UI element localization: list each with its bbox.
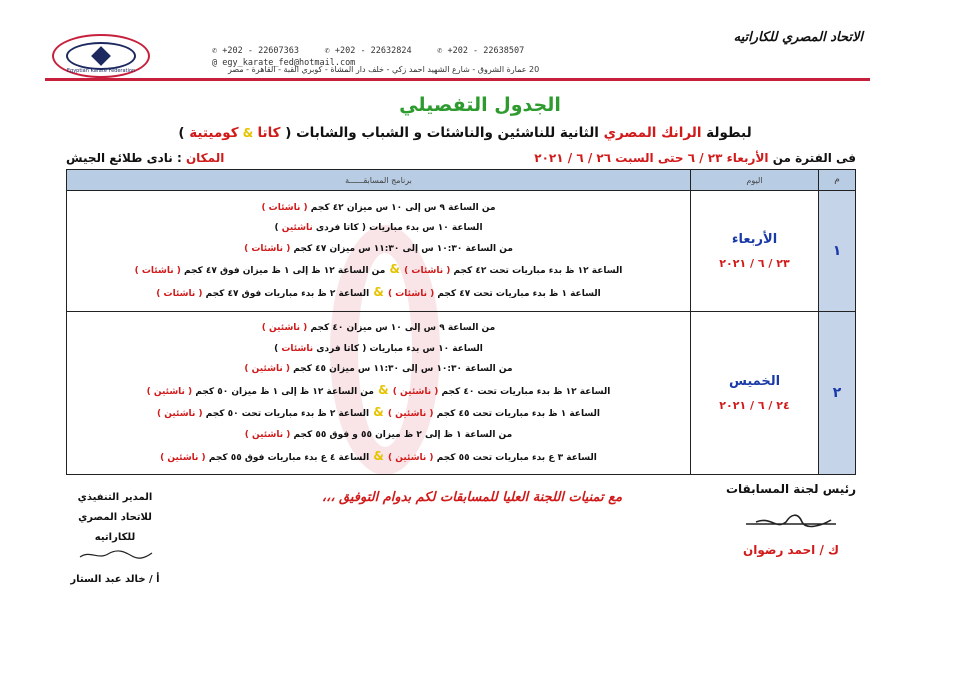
period-prefix: فى الفترة من (768, 151, 856, 165)
program-line (73, 446, 684, 469)
line-text: من الساعة ١٢ ظ إلى ١ ظ ميزان فوق ٤٧ كجم (180, 266, 386, 277)
email-icon: @ (212, 57, 218, 68)
address: 20 عمارة الشروق - شارع الشهيد احمد زكي - خلف دار المشاة - كوبري القبة - القاهرة - مصر (228, 65, 540, 74)
venue-label: المكان (185, 151, 225, 165)
program-line (73, 339, 684, 360)
period-to-date: ٢٦ / ٦ / ٢٠٢١ (534, 151, 616, 165)
federation-logo (52, 34, 150, 78)
handwritten-signature-icon (70, 548, 160, 562)
line-amp: & (373, 382, 393, 397)
header-day: اليوم (691, 170, 819, 191)
signature-competitions-chair (716, 482, 866, 557)
program-line (73, 259, 684, 282)
subtitle-prefix: لبطولة (701, 125, 752, 141)
program-line (73, 425, 684, 446)
line-category: ( ناشئين ) (146, 386, 193, 397)
phone-icon: ✆ (212, 46, 218, 56)
signature-title: المدير التنفيذي (77, 492, 153, 503)
line-text: الساعة ١٢ ظ بدء مباريات تحت ٤٠ كجم (438, 386, 611, 397)
subtitle-kata: كاتا (257, 125, 281, 141)
program-line (73, 380, 684, 403)
line-category: ( ناشئين ) (244, 429, 291, 440)
line-category: ( ناشئين ) (261, 323, 308, 333)
page-title: الجدول التفصيلي (399, 94, 561, 116)
header-divider (45, 78, 870, 81)
line-category: ناشئات (281, 343, 314, 354)
line-text: الساعة ١ ظ بدء مباريات تحت ٤٥ كجم (433, 409, 600, 420)
line-category: ( ناشئات ) (261, 202, 308, 213)
table-row (67, 312, 856, 475)
day-name: الأربعاء (731, 232, 778, 247)
line-category: ناشئين (281, 223, 313, 234)
phone-3: +202 - 22638507 (447, 46, 525, 56)
line-amp: & (369, 284, 388, 299)
subtitle-middle: الثانية للناشئين والناشئات و الشباب والشابات ( (280, 125, 604, 141)
row-num: ٢ (819, 312, 856, 475)
signature-executive-director (60, 488, 170, 590)
line-category: ( ناشئات ) (244, 243, 291, 254)
phone-1: +202 - 22607363 (222, 46, 300, 56)
logo-emblem (91, 46, 111, 66)
subtitle-ranking: الرانك المصري (603, 125, 702, 141)
venue-line (66, 151, 224, 165)
line-category: ( ناشئين ) (387, 409, 434, 420)
handwritten-signature-icon (736, 502, 846, 536)
day-date: ٢٣ / ٦ / ٢٠٢١ (719, 257, 790, 270)
subtitle-kumite: كوميتية (189, 125, 239, 141)
subtitle-suffix: ) (178, 125, 190, 141)
phone-2: +202 - 22632824 (334, 46, 412, 56)
line-amp: & (369, 448, 388, 463)
championship-subtitle (100, 125, 830, 141)
program-line (73, 359, 684, 380)
line-text: الساعة ١٠ س بدء مباريات ( كاتا فردى (312, 223, 483, 234)
line-amp: & (369, 405, 388, 420)
subtitle-amp: & (238, 126, 258, 140)
program-line (73, 282, 684, 305)
day-cell (691, 191, 819, 312)
day-name: الخميس (728, 374, 781, 390)
line-category: ( ناشئين ) (157, 409, 203, 420)
header-program: برنامج المسابقــــــة (67, 170, 691, 191)
line-text: من الساعة ٩ س إلى ١٠ س ميزان ٤٢ كجم (307, 202, 496, 213)
line-text: ) (274, 223, 282, 234)
line-text: الساعة ١ ظ بدء مباريات تحت ٤٧ كجم (434, 288, 601, 299)
program-cell (67, 312, 691, 475)
phone-icon: ✆ (324, 46, 330, 56)
table-header-row (67, 170, 856, 191)
line-text: من الساعة ١ ظ إلى ٢ ظ ميزان ٥٥ و فوق ٥٥ كجم (290, 429, 513, 440)
line-text: الساعة ١٠ س بدء مباريات ( كاتا فردى (313, 343, 483, 354)
email-address[interactable]: egy_karate_fed@hotmail.com (222, 57, 356, 68)
header-num: م (819, 170, 856, 191)
program-line (73, 402, 684, 425)
line-text: من الساعة ١٠:٣٠ س إلى ١١:٣٠ س ميزان ٤٥ كجم (289, 364, 513, 375)
line-text: الساعة ٢ ظ بدء مباريات تحت ٥٠ كجم (202, 409, 370, 420)
program-line (73, 198, 684, 219)
period-from-day: الأربعاء (726, 151, 769, 165)
period-line (534, 151, 856, 165)
line-text: الساعة ١٢ ظ بدء مباريات تحت ٤٢ كجم (450, 266, 623, 277)
program-line (73, 218, 684, 239)
signature-name: ك / احمد رضوان (742, 543, 840, 557)
table-row (67, 191, 856, 312)
day-cell (691, 312, 819, 475)
row-num: ١ (819, 191, 856, 312)
signature-title: رئيس لجنة المسابقات (725, 482, 857, 496)
program-cell (67, 191, 691, 312)
logo-text: Egyptian Karate Federation (66, 68, 136, 74)
program-line (73, 239, 684, 260)
phone-icon: ✆ (437, 46, 443, 56)
line-category: ( ناشئات ) (134, 266, 181, 277)
signature-name: أ / خالد عبد الستار (70, 574, 160, 585)
line-category: ( ناشئات ) (388, 288, 435, 299)
line-category: ( ناشئين ) (244, 364, 290, 375)
period-until: حتى السبت (615, 151, 684, 165)
line-category: ( ناشئات ) (404, 266, 451, 277)
line-category: ( ناشئات ) (156, 288, 203, 299)
day-date: ٢٤ / ٦ / ٢٠٢١ (719, 399, 790, 413)
org-name: الاتحاد المصري للكاراتيه (733, 30, 863, 45)
line-text: ) (274, 343, 282, 354)
line-category: ( ناشئين ) (160, 452, 206, 463)
schedule-table (66, 169, 856, 475)
line-text: الساعة ٣ ع بدء مباريات تحت ٥٥ كجم (433, 452, 597, 463)
line-category: ( ناشئين ) (388, 452, 434, 463)
line-text: من الساعة ١٢ ظ إلى ١ ظ ميزان ٥٠ كجم (192, 386, 374, 397)
period-from-date: ٢٣ / ٦ (683, 151, 727, 165)
phone-row (212, 46, 524, 58)
signature-org: للاتحاد المصري للكاراتيه (78, 512, 152, 543)
logo-ring (66, 42, 136, 70)
line-text: من الساعة ٩ س إلى ١٠ س ميزان ٤٠ كجم (307, 323, 496, 333)
line-text: الساعة ٤ ع بدء مباريات فوق ٥٥ كجم (205, 452, 370, 463)
line-amp: & (385, 262, 405, 277)
line-text: الساعة ٢ ظ بدء مباريات فوق ٤٧ كجم (202, 288, 370, 299)
line-category: ( ناشئين ) (392, 386, 439, 397)
line-text: من الساعة ١٠:٣٠ س إلى ١١:٣٠ س ميزان ٤٧ كجم (290, 243, 513, 254)
program-line (73, 318, 684, 339)
closing-wish: مع تمنيات اللجنة العليا للمسابقات لكم بدوام التوفيق ،،، (321, 490, 623, 505)
venue-value: : نادى طلائع الجيش (66, 151, 186, 165)
